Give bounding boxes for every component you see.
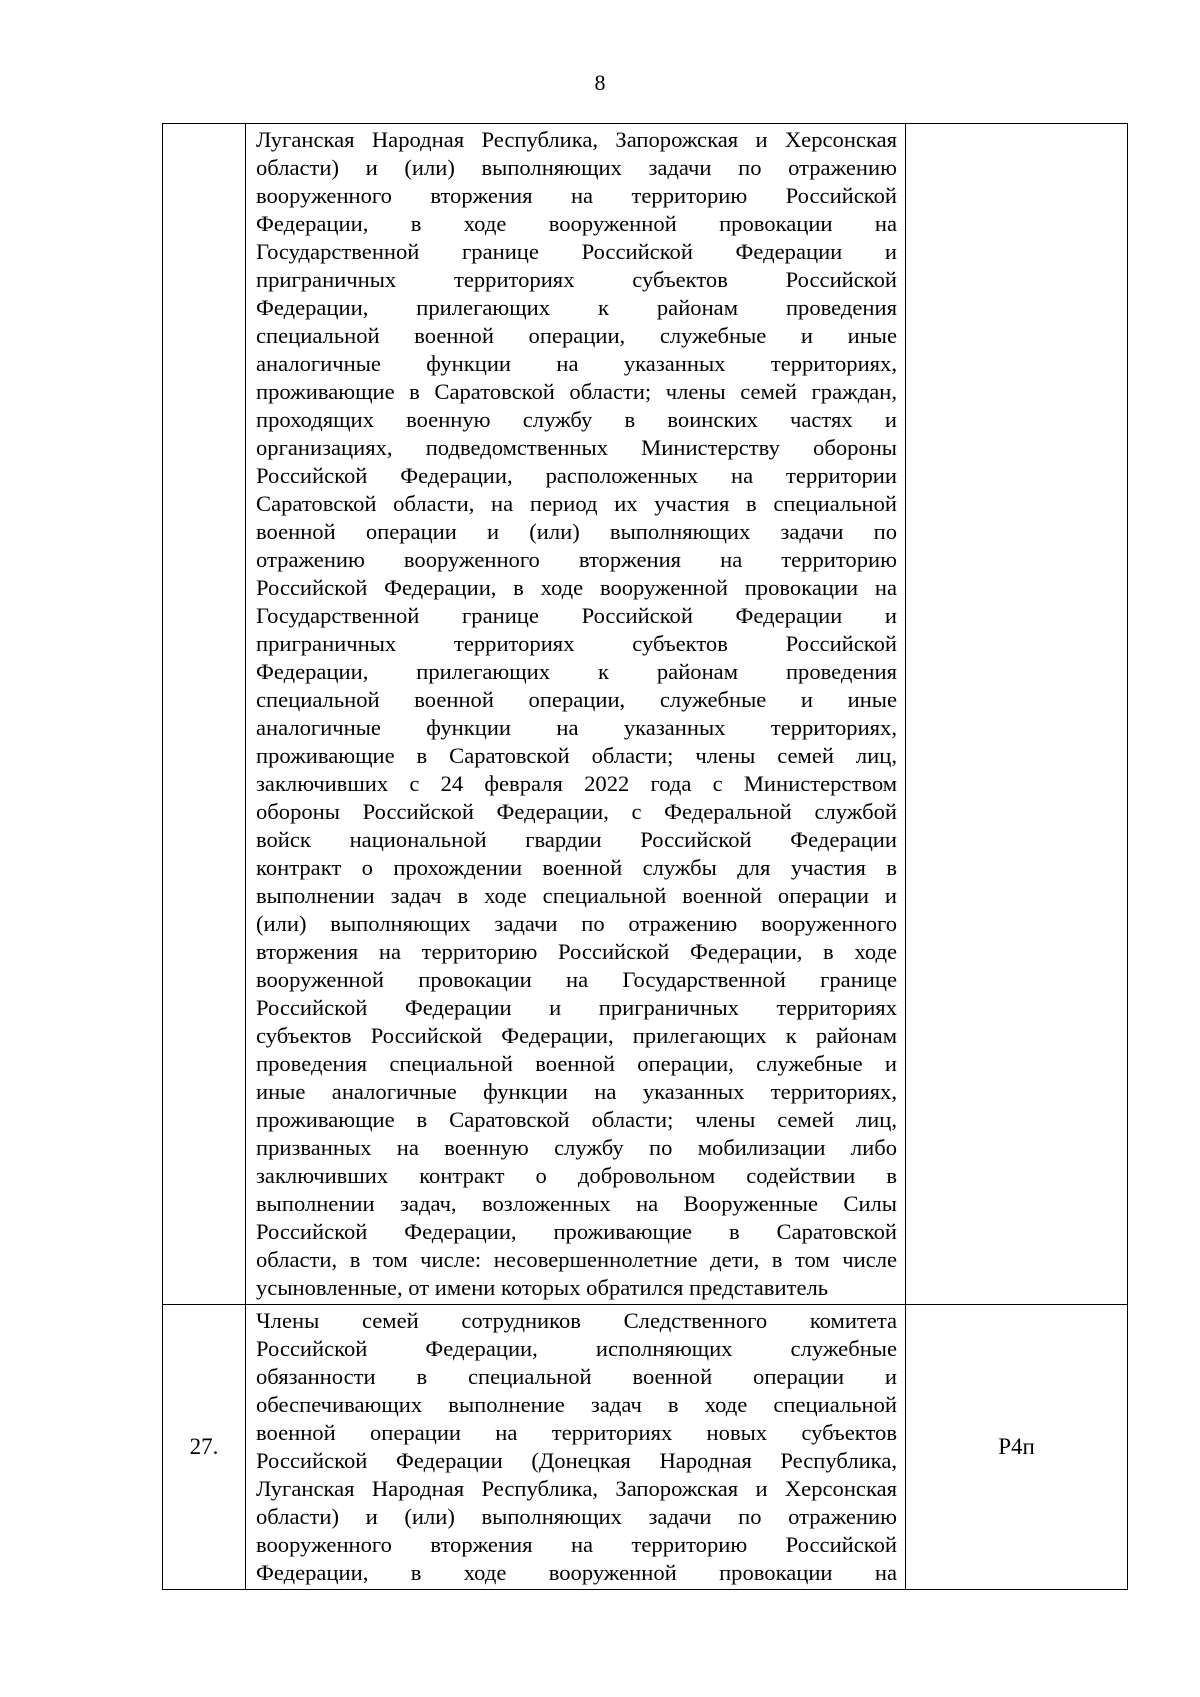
text-line: контракт о прохождении военной службы для участия в	[256, 855, 897, 880]
text-line: приграничных территориях субъектов Российской	[256, 267, 897, 292]
benefits-table	[162, 123, 1128, 1590]
text-line: заключивших с 24 февраля 2022 года с Министерством	[256, 771, 897, 796]
page-number: 8	[594, 70, 606, 95]
text-line: Российской Федерации, в ходе вооруженной провокации на	[256, 575, 897, 600]
text-line: Российской Федерации, расположенных на территории	[256, 463, 897, 488]
text-line: вторжения на территорию Российской Федерации, в ходе	[256, 939, 897, 964]
text-line: проживающие в Саратовской области; члены семей граждан,	[256, 379, 897, 404]
text-line: обороны Российской Федерации, с Федеральной службой	[256, 799, 897, 824]
text-line: вооруженного вторжения на территорию Российской	[256, 1532, 897, 1557]
text-line: усыновленные, от имени которых обратился представитель	[256, 1275, 829, 1300]
code-cell: Р4п	[906, 1305, 1128, 1590]
description-cell	[246, 1305, 906, 1590]
row-number-cell	[163, 124, 246, 1305]
description-text	[246, 124, 905, 1304]
text-line: Саратовской области, на период их участия в специальной	[256, 491, 897, 516]
text-line: субъектов Российской Федерации, прилегающих к районам	[256, 1023, 897, 1048]
text-line: вооруженной провокации на Государственной границе	[256, 967, 897, 992]
text-line: отражению вооруженного вторжения на территорию	[256, 547, 897, 572]
text-line: проживающие в Саратовской области; члены семей лиц,	[256, 1107, 897, 1132]
text-line: специальной военной операции, служебные и иные	[256, 323, 897, 348]
description-cell	[246, 124, 906, 1305]
text-line: иные аналогичные функции на указанных территориях,	[256, 1079, 897, 1104]
text-line: организациях, подведомственных Министерству обороны	[256, 435, 897, 460]
text-line: Члены семей сотрудников Следственного комитета	[256, 1308, 897, 1333]
text-line: области) и (или) выполняющих задачи по отражению	[256, 155, 897, 180]
text-line: аналогичные функции на указанных территориях,	[256, 715, 897, 740]
text-line: специальной военной операции, служебные и иные	[256, 687, 897, 712]
text-line: Луганская Народная Республика, Запорожская и Херсонская	[256, 1476, 897, 1501]
text-line: области) и (или) выполняющих задачи по отражению	[256, 1504, 897, 1529]
row-number-cell: 27.	[163, 1305, 246, 1590]
text-line: Государственной границе Российской Федерации и	[256, 603, 897, 628]
text-line: приграничных территориях субъектов Российской	[256, 631, 897, 656]
text-line: выполнении задач, возложенных на Вооруженные Силы	[256, 1191, 897, 1216]
text-line: военной операции и (или) выполняющих задачи по	[256, 519, 897, 544]
text-line: Российской Федерации и приграничных территориях	[256, 995, 897, 1020]
text-line: Федерации, прилегающих к районам проведения	[256, 295, 897, 320]
text-line: Российской Федерации (Донецкая Народная Республика,	[256, 1448, 897, 1473]
text-line: Государственной границе Российской Федерации и	[256, 239, 897, 264]
text-line: вооруженного вторжения на территорию Российской	[256, 183, 897, 208]
code-cell	[906, 124, 1128, 1305]
table-row	[163, 1305, 1128, 1590]
text-line: области, в том числе: несовершеннолетние дети, в том числе	[256, 1247, 897, 1272]
text-line: проживающие в Саратовской области; члены семей лиц,	[256, 743, 897, 768]
text-line: (или) выполняющих задачи по отражению вооруженного	[256, 911, 897, 936]
text-line: призванных на военную службу по мобилизации либо	[256, 1135, 897, 1160]
text-line: обязанности в специальной военной операции и	[256, 1364, 897, 1389]
text-line: войск национальной гвардии Российской Федерации	[256, 827, 897, 852]
text-line: проведения специальной военной операции, служебные и	[256, 1051, 897, 1076]
text-line: Российской Федерации, исполняющих служебные	[256, 1336, 897, 1361]
text-line: выполнении задач в ходе специальной военной операции и	[256, 883, 897, 908]
text-line: заключивших контракт о добровольном содействии в	[256, 1163, 897, 1188]
text-line: Луганская Народная Республика, Запорожская и Херсонская	[256, 127, 897, 152]
text-line: Федерации, прилегающих к районам проведения	[256, 659, 897, 684]
text-line: военной операции на территориях новых субъектов	[256, 1420, 897, 1445]
text-line: Российской Федерации, проживающие в Саратовской	[256, 1219, 897, 1244]
text-line: Федерации, в ходе вооруженной провокации на	[256, 1560, 897, 1585]
description-text	[246, 1305, 905, 1589]
text-line: Федерации, в ходе вооруженной провокации на	[256, 211, 897, 236]
text-line: обеспечивающих выполнение задач в ходе специальной	[256, 1392, 897, 1417]
text-line: аналогичные функции на указанных территориях,	[256, 351, 897, 376]
text-line: проходящих военную службу в воинских частях и	[256, 407, 897, 432]
table-row	[163, 124, 1128, 1305]
